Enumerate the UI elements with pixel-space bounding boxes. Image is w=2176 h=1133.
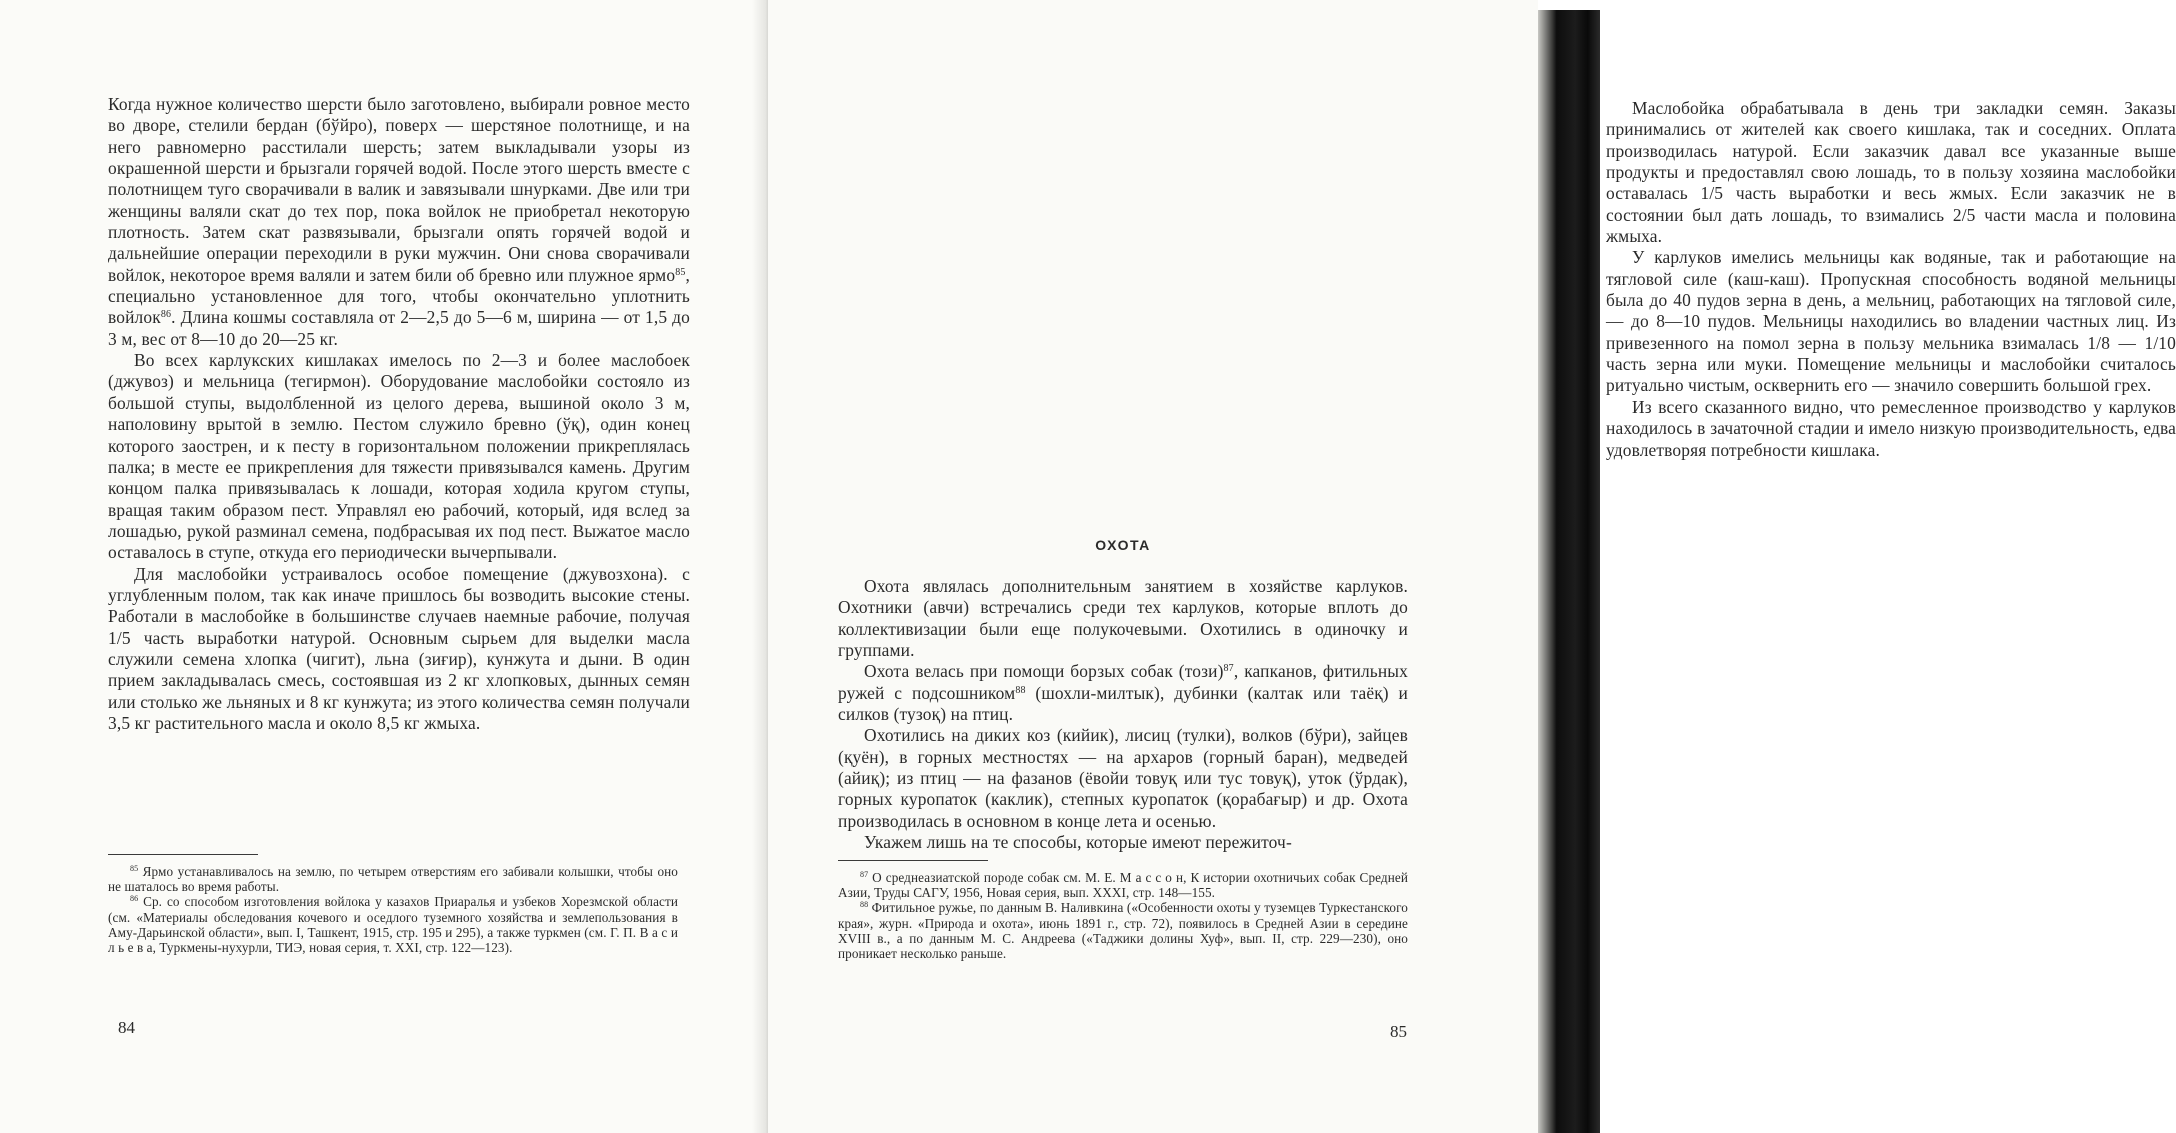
left-page-body <box>108 94 690 734</box>
paragraph-felt-making <box>108 94 690 350</box>
paragraph-hunting-tools-start: Охота велась при помощи борзых собак (този) <box>864 661 1224 682</box>
right-page-body <box>1606 98 2176 461</box>
page-number-left: 84 <box>118 1018 135 1037</box>
right-footnotes <box>838 870 1408 961</box>
paragraph-hunting-game: Охотились на диких коз (кийик), лисиц (тулки), волков (бўри), зайцев (қуён), в горных местностях — на архаров (горный баран), медведей (айиқ); из птиц — на фазанов (ёвойи товуқ или тус товуқ), уток (ўрдак), горных куропаток (каклик), степных куропаток (қорабағыр) и др. Охота производилась в основном в конце лета и осенью. <box>838 725 1408 831</box>
section-heading-hunting: ОХОТА <box>1095 537 1151 553</box>
paragraph-hunting-tools-mid: , капканов, фитильных ружей с подсошником <box>838 661 1408 703</box>
paragraph-oil-mill-orders: Маслобойка обрабатывала в день три закладки семян. Заказы принимались от жителей как своего кишлака, так и соседних. Оплата производилась натурой. Если заказчик давал все указанные выше продукты и предоставлял свою лошадь, то в пользу хозяина маслобойки оставалась 1/5 часть выработки и весь жмых. Если заказчик не в состоянии был дать лошадь, то взимались 2/5 части масла и половина жмыха. <box>1606 98 2176 247</box>
footnote-85 <box>108 864 678 894</box>
paragraph-felt-making-start: Когда нужное количество шерсти было заготовлено, выбирали ровное место во дворе, стелили бердан (бўйро), поверх — шерстяное полотнище, и на него равномерно расстилали шерсть; затем выкладывали узоры из окрашенной шерсти и брызгали горячей водой. После этого шерсть вместе с полотнищем туго сворачивали в валик и завязывали шнурками. Две или три женщины валяли скат до тех пор, пока войлок не приобретал некоторую плотность. Затем скат развязывали, брызгали опять горячей водой и дальнейшие операции переходили в руки мужчин. Они снова сворачивали войлок, некоторое время валяли и затем били об бревно или плужное ярмо <box>108 94 690 285</box>
paragraph-crafts-summary: Из всего сказанного видно, что ремесленное производство у карлуков находилось в зачаточной стадии и имело низкую производительность, едва удовлетворяя потребности кишлака. <box>1606 396 2176 460</box>
paragraph-oil-mills: Во всех карлукских кишлаках имелось по 2—3 и более маслобоек (джувоз) и мельница (тегирмон). Оборудование маслобойки состояло из большой ступы, выдолбленной из целого дерева, вышиной около 3 м, наполовину врытой в землю. Пестом служило бревно (ўқ), один конец которого заострен, и к песту в горизонтальном положении прикреплялась палка; в месте ее прикрепления для тяжести привязывался камень. Другим концом палка привязывалась к лошади, которая ходила кругом ступы, вращая таким образом пест. Управлял ею рабочий, который, идя вслед за лошадью, рукой разминал семена, подбрасывая их под пест. Выжатое масло оставалось в ступе, откуда его периодически вычерпывали. <box>108 350 690 563</box>
right-page <box>768 0 2176 1133</box>
page-edge-top <box>1538 0 1600 10</box>
footnote-ref-87: 87 <box>1223 663 1234 675</box>
paragraph-oil-mill-room: Для маслобойки устраивалось особое помещение (джувозхона). с углубленным полом, так как иначе пришлось бы возводить высокие стены. Работали в маслобойке в большинстве случаев наемные рабочие, получая 1/5 часть выработки натурой. Основным сырьем для выделки масла служили семена хлопка (чигит), льна (зиғир), кунжута и дыни. В один прием закладывалась смесь, состоявшая из 2 кг хлопковых, дынных семян или столько же льняных и 8 кг кунжута; из этого количества семян получали 3,5 кг растительного масла и около 8,5 кг жмыха. <box>108 563 690 733</box>
footnote-86 <box>108 894 678 955</box>
page-number-right: 85 <box>1390 1022 1407 1041</box>
footnote-separator <box>838 860 988 861</box>
footnote-87 <box>838 870 1408 900</box>
footnote-number: 85 <box>130 864 139 873</box>
footnote-text: Фитильное ружье, по данным В. Наливкина («Особенности охоты у туземцев Туркестанского края», журн. «Природа и охота», июнь 1891 г., стр. 72), появилось в Средней Азии в середине XVIII в., а по данным М. С. Андреева («Таджики долины Хуф», вып. II, стр. 229—230), оно проникает несколько раньше. <box>838 900 1408 962</box>
footnote-ref-86: 86 <box>160 309 172 321</box>
footnote-ref-88: 88 <box>1015 684 1026 696</box>
paragraph-hunting-intro: Охота являлась дополнительным занятием в хозяйстве карлуков. Охотники (авчи) встречались среди тех карлуков, которые вплоть до коллективизации были еще полукочевыми. Охотились в одиночку и группами. <box>838 576 1408 661</box>
footnote-number: 86 <box>130 894 139 904</box>
paragraph-felt-making-mid: , специально установленное для того, чтобы окончательно уплотнить войлок <box>108 264 690 328</box>
footnote-text: Ярмо устанавливалось на землю, по четырем отверстиям его забивали колышки, чтобы оно не шаталось во время работы. <box>108 864 678 895</box>
footnote-text: О среднеазиатской породе собак см. М. Е. М а с с о н, К истории охотничьих собак Средней Азии, Труды САГУ, 1956, Новая серия, вып. XXXI, стр. 148—155. <box>838 870 1408 901</box>
footnote-separator <box>108 854 258 855</box>
paragraph-hunting-tools-end: (шохли-милтык), дубинки (калтак или таёқ) и силков (тузоқ) на птиц. <box>838 682 1408 725</box>
paragraph-flour-mills: У карлуков имелись мельницы как водяные, так и работающие на тягловой силе (каш-каш). Пропускная способность водяной мельницы была до 40 пудов зерна в день, а мельниц, работающих на тягловой силе, — до 8—10 пудов. Мельницы находились во владении частных лиц. Из привезенного на помол зерна в пользу мельника взималась 1/8 — 1/10 часть зерна или муки. Помещение мельницы и маслобойки считалось ритуально чистым, осквернить его — значило совершить большой грех. <box>1606 247 2176 396</box>
left-page <box>0 0 768 1133</box>
footnote-ref-85: 85 <box>675 266 686 278</box>
hunting-section-body <box>838 576 1408 853</box>
footnote-number: 88 <box>860 900 869 910</box>
left-footnotes <box>108 864 678 955</box>
book-cover-edge <box>1538 10 1600 1133</box>
footnote-text: Ср. со способом изготовления войлока у казахов Приаралья и узбеков Хорезмской области (см. «Материалы обследования кочевого и оседлого туземного хозяйства и землепользования в Аму-Дарьинской области», вып. I, Ташкент, 1915, стр. 195 и 295), а также туркмен (см. Г. П. В а с и л ь е в а, Туркмены-нухурли, ТИЭ, новая серия, т. XXI, стр. 122—123). <box>108 894 678 956</box>
paragraph-hunting-tools <box>838 661 1408 725</box>
paragraph-hunting-methods: Укажем лишь на те способы, которые имеют пережиточ- <box>864 832 1292 853</box>
footnote-number: 87 <box>860 870 869 879</box>
footnote-88 <box>838 900 1408 961</box>
paragraph-felt-making-end: . Длина кошмы составляла от 2—2,5 до 5—6 м, ширина — от 1,5 до 3 м, вес от 8—10 до 20—25 кг. <box>108 307 690 349</box>
